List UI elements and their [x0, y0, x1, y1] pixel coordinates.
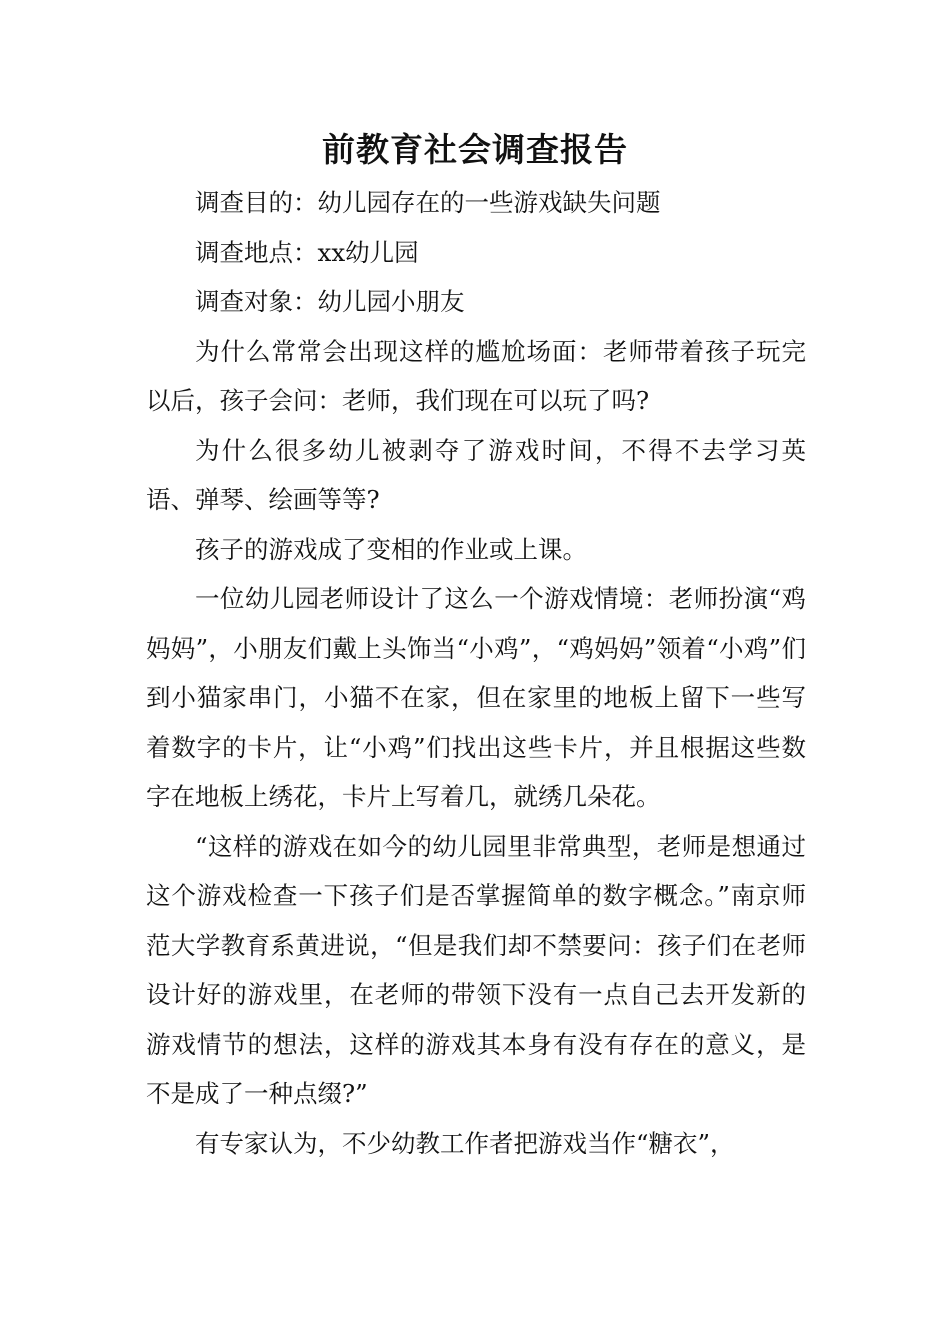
paragraph: “这样的游戏在如今的幼儿园里非常典型，老师是想通过这个游戏检查一下孩子们是否掌握简单的数字概念。”南京师范大学教育系黄进说，“但是我们却不禁要问：孩子们在老师设计好的游戏里，在老师的带领下没有一点自己去开发新的游戏情节的想法，这样的游戏其本身有没有存在的意义，是不是成了一种点缀?” — [146, 831, 806, 1108]
paragraph: 孩子的游戏成了变相的作业或上课。 — [195, 534, 587, 564]
paragraph: 为什么很多幼儿被剥夺了游戏时间，不得不去学习英语、弹琴、绘画等等? — [146, 435, 806, 514]
paragraph-survey-location: 调查地点：xx幼儿园 — [195, 237, 419, 267]
document-body — [146, 178, 806, 1168]
paragraph: 为什么常常会出现这样的尴尬场面：老师带着孩子玩完以后，孩子会问：老师，我们现在可以玩了吗? — [146, 336, 806, 415]
paragraph: 一位幼儿园老师设计了这么一个游戏情境：老师扮演“鸡妈妈”，小朋友们戴上头饰当“小鸡”，“鸡妈妈”领着“小鸡”们到小猫家串门，小猫不在家，但在家里的地板上留下一些写着数字的卡片，让“小鸡”们找出这些卡片，并且根据这些数字在地板上绣花，卡片上写着几，就绣几朵花。 — [146, 584, 806, 811]
document-title: 前教育社会调查报告 — [322, 130, 628, 169]
paragraph-survey-purpose: 调查目的：幼儿园存在的一些游戏缺失问题 — [195, 188, 661, 217]
paragraph-survey-subject: 调查对象：幼儿园小朋友 — [195, 287, 465, 316]
paragraph: 有专家认为，不少幼教工作者把游戏当作“糖衣”， — [195, 1128, 735, 1158]
